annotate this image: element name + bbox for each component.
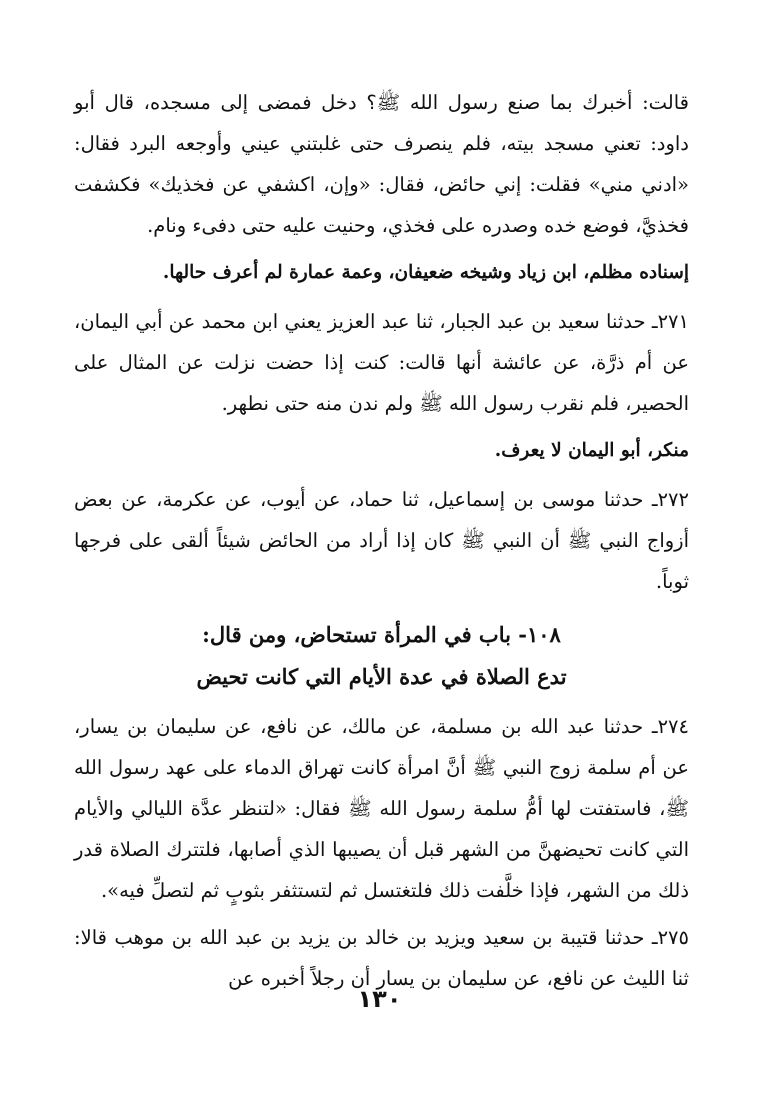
chapter-heading (74, 614, 689, 698)
page-number: ١٣٠ (357, 985, 402, 1013)
grading-note-1: إسناده مظلم، ابن زياد وشيخه ضعيفان، وعمة عمارة لم أعرف حالها. (162, 262, 689, 283)
hadith-274: ٢٧٤ـ حدثنا عبد الله بن مسلمة، عن مالك، عن نافع، عن سليمان بن يسار، عن أم سلمة زوج النبي ﷺ أنَّ امرأة كانت تهراق الدماء على عهد رسول الله ﷺ، فاستفتت لها أمُّ سلمة رسول الله ﷺ فقال: «لتنظر عدَّة الليالي والأيام التي كانت تحيضهنَّ من الشهر قبل أن يصيبها الذي أصابها، فلتترك الصلاة قدر ذلك من الشهر، فإذا خلَّفت ذلك فلتغتسل ثم لتستثفر بثوبٍ ثم لتصلِّ فيه». (74, 715, 689, 902)
hadith-272: ٢٧٢ـ حدثنا موسى بن إسماعيل، ثنا حماد، عن أيوب، عن عكرمة، عن بعض أزواج النبي ﷺ أن النبي ﷺ كان إذا أراد من الحائض شيئاً ألقى على فرجها ثوباً. (74, 488, 689, 593)
grading-note-2: منكر، أبو اليمان لا يعرف. (494, 440, 689, 461)
chapter-title-line-1: ١٠٨- باب في المرأة تستحاض، ومن قال: (202, 622, 561, 647)
hadith-275: ٢٧٥ـ حدثنا قتيبة بن سعيد ويزيد بن خالد بن يزيد بن عبد الله بن موهب قالا: ثنا الليث عن نافع، عن سليمان بن يسار أن رجلاً أخبره عن (74, 926, 689, 990)
paragraph-continuation: قالت: أخبرك بما صنع رسول الله ﷺ؟ دخل فمضى إلى مسجده، قال أبو داود: تعني مسجد بيته، فلم ينصرف حتى غلبتني عيني وأوجعه البرد فقال: «ادني مني» فقلت: إني حائض، فقال: «وإن، اكشفي عن فخذيك» فكشفت فخذيَّ، فوضع خده وصدره على فخذي، وحنيت عليه حتى دفىء ونام. (74, 91, 689, 237)
chapter-title-line-2: تدع الصلاة في عدة الأيام التي كانت تحيض (196, 664, 567, 689)
page-body (74, 82, 689, 999)
hadith-271: ٢٧١ـ حدثنا سعيد بن عبد الجبار، ثنا عبد العزيز يعني ابن محمد عن أبي اليمان، عن أم ذرَّة، عن عائشة أنها قالت: كنت إذا حضت نزلت عن المثال على الحصير، فلم نقرب رسول الله ﷺ ولم ندن منه حتى نطهر. (74, 310, 689, 415)
